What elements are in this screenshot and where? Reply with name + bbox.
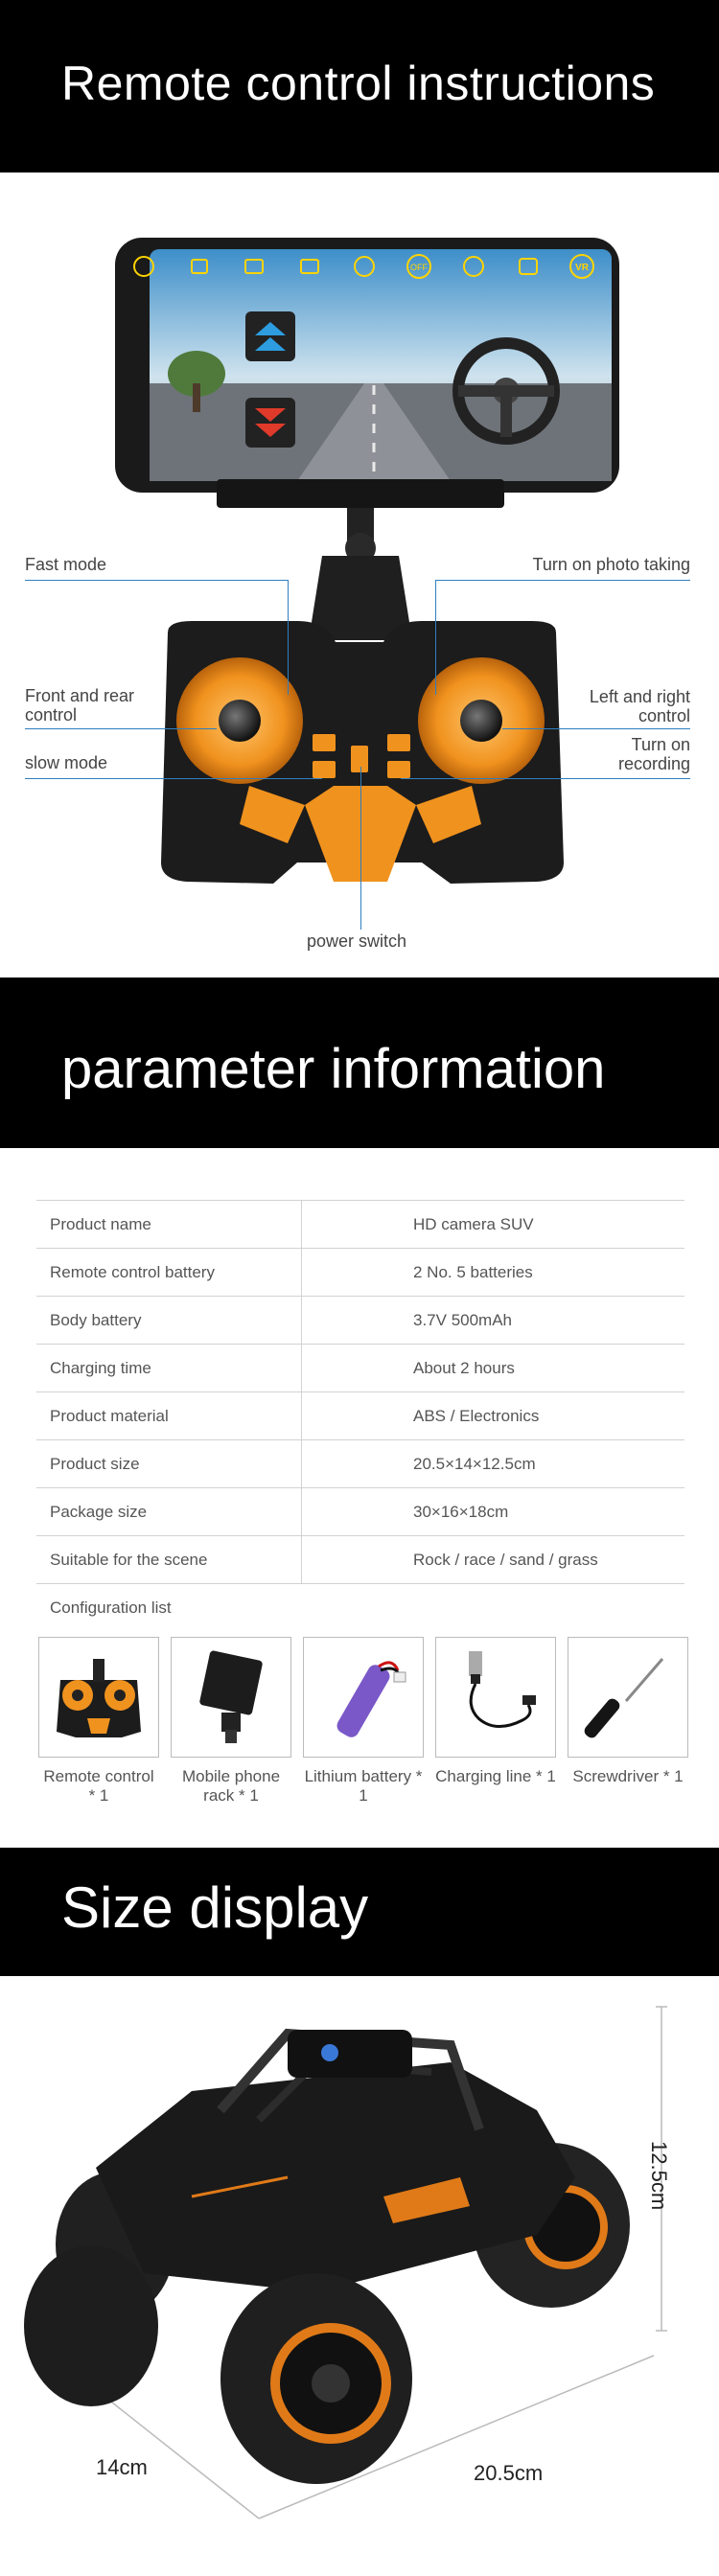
slow-mode-label: slow mode (25, 753, 108, 772)
table-row (36, 1297, 684, 1345)
smartphone (115, 238, 619, 493)
remote-instructions-title: Remote control instructions (61, 57, 656, 110)
photo-guide-v (435, 580, 436, 695)
table-row (36, 1392, 684, 1440)
table-row (36, 1201, 684, 1249)
row-key: Package size (50, 1503, 148, 1521)
recording-label: Turn on recording (617, 735, 690, 773)
app-off-label: OFF (410, 263, 428, 272)
remote-illustration (0, 172, 719, 978)
slow-mode-button[interactable] (313, 761, 336, 778)
throttle-up-icon[interactable] (245, 311, 295, 361)
remote-instructions-banner (0, 0, 719, 172)
rc-car (24, 2030, 630, 2484)
left-right-guide (502, 728, 690, 729)
fast-mode-guide (25, 580, 288, 581)
config-item-battery (303, 1637, 424, 1806)
remote-controller (161, 621, 564, 884)
photo-taking-label: Turn on photo taking (532, 555, 690, 574)
recording-guide (401, 778, 690, 779)
front-rear-guide (25, 728, 217, 729)
row-key: Suitable for the scene (50, 1551, 208, 1569)
config-item-phone-rack (171, 1637, 291, 1806)
remote-icon (39, 1638, 158, 1757)
record-button[interactable] (387, 761, 410, 778)
size-title: Size display (61, 1875, 369, 1940)
parameter-title: parameter information (61, 1038, 606, 1100)
row-value: 20.5×14×12.5cm (413, 1455, 536, 1473)
configuration-title: Configuration list (50, 1598, 172, 1617)
row-key: Product name (50, 1215, 151, 1233)
width-label: 14cm (96, 2455, 148, 2479)
size-section (0, 1976, 719, 2576)
remote-control-section (0, 172, 719, 978)
config-label: Remote control * 1 (43, 1767, 154, 1805)
row-key: Body battery (50, 1311, 142, 1329)
left-right-label: Left and right control (589, 687, 690, 725)
usb-cable-icon (436, 1638, 555, 1757)
power-guide (360, 767, 361, 930)
table-row (36, 1440, 684, 1488)
length-label: 20.5cm (474, 2461, 544, 2485)
car-illustration (0, 1976, 719, 2576)
table-row (36, 1249, 684, 1297)
power-switch[interactable] (351, 746, 368, 772)
row-value: 30×16×18cm (413, 1503, 509, 1521)
table-row (36, 1488, 684, 1536)
parameter-table (36, 1200, 684, 1584)
front-rear-label: Front and rear control (25, 686, 135, 724)
row-key: Product size (50, 1455, 140, 1473)
config-label: Charging line * 1 (435, 1767, 556, 1785)
photo-guide (435, 580, 690, 581)
table-row (36, 1536, 684, 1584)
row-value: 2 No. 5 batteries (413, 1263, 533, 1281)
row-value: Rock / race / sand / grass (413, 1551, 598, 1569)
size-banner (0, 1848, 719, 1976)
row-key: Product material (50, 1407, 169, 1425)
battery-icon (304, 1638, 423, 1757)
fast-mode-label: Fast mode (25, 555, 107, 574)
screwdriver-icon (568, 1638, 687, 1757)
height-label: 12.5cm (647, 2141, 671, 2211)
config-label: Screwdriver * 1 (572, 1767, 684, 1785)
parameter-section (0, 1148, 719, 1848)
fast-mode-button[interactable] (313, 734, 336, 751)
power-switch-label: power switch (307, 932, 407, 951)
row-key: Remote control battery (50, 1263, 215, 1281)
row-value: ABS / Electronics (413, 1407, 540, 1425)
row-key: Charging time (50, 1359, 151, 1377)
row-value: HD camera SUV (413, 1215, 534, 1233)
row-value: About 2 hours (413, 1359, 515, 1377)
table-row (36, 1345, 684, 1392)
config-item-charging-line (435, 1637, 556, 1786)
phone-rack-icon (172, 1638, 290, 1757)
config-label: Lithium battery * 1 (304, 1767, 423, 1805)
config-label: Mobile phone rack * 1 (181, 1767, 281, 1805)
row-value: 3.7V 500mAh (413, 1311, 513, 1329)
config-item-screwdriver (568, 1637, 688, 1786)
app-vr-label: VR (575, 263, 589, 273)
parameter-banner (0, 978, 719, 1148)
photo-button[interactable] (387, 734, 410, 751)
fast-mode-guide-v (288, 580, 289, 695)
config-item-remote (38, 1637, 159, 1806)
slow-mode-guide (25, 778, 322, 779)
throttle-down-icon[interactable] (245, 398, 295, 448)
